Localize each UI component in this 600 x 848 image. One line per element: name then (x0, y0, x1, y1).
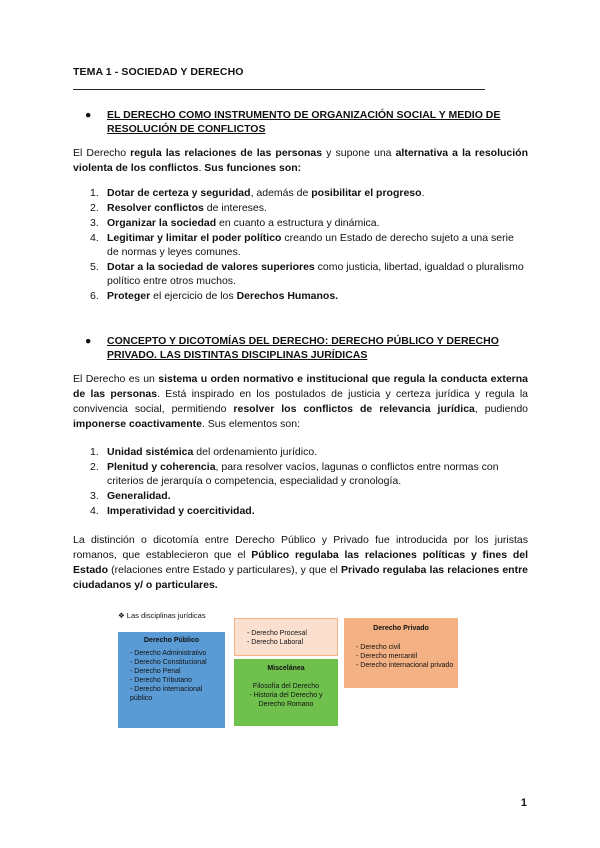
list-item: - Derecho civil (356, 643, 454, 652)
item-bold: Proteger (107, 290, 151, 302)
derecho-mixto-list (239, 629, 333, 647)
list-item (73, 216, 528, 230)
intro-text: , pudiendo (474, 403, 528, 415)
intro-bold: Sus funciones son: (204, 162, 302, 174)
miscelanea-box (234, 659, 338, 726)
section-1-heading-text: EL DERECHO COMO INSTRUMENTO DE ORGANIZACIÓN SOCIAL Y MEDIO DE RESOLUCIÓN DE CONFLICTOS (107, 109, 501, 135)
miscelanea-line: - Historia del Derecho y Derecho Romano (249, 692, 323, 708)
list-item: - Derecho Tributario (130, 676, 221, 685)
closing-bold: Público regulaba las relaciones políticas y fines del Estado (73, 549, 528, 576)
derecho-mixto-box (234, 618, 338, 656)
intro-bold: resolver los conflictos de relevancia jurídica (233, 403, 475, 415)
diagram-title: ❖ Las disciplinas jurídicas (118, 611, 206, 620)
closing-text: La distinción o dicotomía entre Derecho Público y Privado fue introducida por los juristas romanos, que establecieron que el (73, 534, 528, 561)
disciplines-diagram (108, 608, 468, 738)
item-text: creando un Estado de derecho sujeto a una serie de normas y leyes comunes. (107, 232, 514, 258)
section-2-heading-text: CONCEPTO Y DICOTOMÍAS DEL DERECHO: DERECHO PÚBLICO Y DERECHO PRIVADO. LAS DISTINTAS DISCIPLINAS JURÍDICAS (107, 335, 499, 361)
list-number: 6. (90, 290, 99, 302)
list-item (73, 201, 528, 215)
item-text: el ejercicio de los (150, 290, 237, 302)
item-text: como justicia, libertad, igualdad o pluralismo político entre otros muchos. (107, 261, 524, 287)
list-number: 1. (90, 187, 99, 199)
derecho-publico-heading: Derecho Público (143, 637, 200, 644)
item-text: del ordenamiento jurídico. (193, 446, 318, 458)
title-underline (73, 89, 485, 90)
section-1-heading (73, 108, 528, 136)
item-bold: Legitimar y limitar el poder político (107, 232, 282, 244)
section-2-heading (73, 334, 528, 362)
item-bold: Dotar de certeza y seguridad (107, 187, 251, 199)
section-2-intro (73, 372, 528, 432)
list-item: - Derecho internacional público (130, 685, 221, 703)
closing-text: (relaciones entre Estado y particulares), y que el (108, 564, 341, 576)
list-item: - Derecho Procesal (247, 629, 333, 638)
page-number: 1 (520, 797, 527, 809)
item-bold: Resolver conflictos (107, 202, 204, 214)
intro-bold: regula las relaciones de las personas (130, 147, 323, 159)
item-text: , para resolver vacíos, lagunas o conflictos entre normas con criterios de jerarquía o competencia, especialidad y cronología. (107, 461, 499, 487)
list-item (73, 489, 528, 503)
functions-list (73, 186, 528, 304)
intro-text: . Está inspirado en los postulados de justicia y certeza jurídica y regula la convivencia social, permitiendo (73, 388, 529, 415)
miscelanea-line: Filosofía del Derecho (252, 683, 320, 690)
intro-bold: alternativa a la resolución violenta de los conflictos (73, 147, 529, 174)
derecho-privado-heading: Derecho Privado (373, 625, 429, 632)
elements-list (73, 445, 528, 519)
item-text: en cuanto a estructura y dinámica. (216, 217, 380, 229)
list-number: 1. (90, 446, 99, 458)
intro-text: El Derecho (73, 147, 131, 159)
item-bold: posibilitar el progreso (311, 187, 422, 199)
list-item: - Derecho Constitucional (130, 658, 221, 667)
list-item: - Derecho Penal (130, 667, 221, 676)
intro-text: . Sus elementos son: (201, 418, 301, 430)
list-item (73, 260, 528, 288)
intro-text: El Derecho es un (73, 373, 159, 385)
list-item (73, 186, 528, 200)
miscelanea-heading: Miscelánea (267, 665, 305, 672)
list-number: 4. (90, 505, 99, 517)
intro-bold: sistema u orden normativo e institucional que regula la conducta externa de las personas (73, 373, 528, 400)
derecho-publico-box (118, 632, 225, 728)
item-text: de intereses. (203, 202, 267, 214)
intro-text: . (198, 162, 205, 174)
list-item (73, 504, 528, 518)
item-text: . (421, 187, 425, 199)
derecho-privado-list (348, 643, 454, 670)
item-bold: Plenitud y coherencia (107, 461, 216, 473)
item-bold: Dotar a la sociedad de valores superiores (107, 261, 315, 273)
bullet-icon: ● (85, 109, 92, 121)
intro-text: y supone una (322, 147, 396, 159)
list-item: - Derecho Laboral (247, 638, 333, 647)
list-number: 3. (90, 490, 99, 502)
list-item (73, 231, 528, 259)
bullet-icon: ● (85, 335, 92, 347)
section-1-intro (73, 146, 528, 176)
list-number: 4. (90, 232, 99, 244)
list-item: - Derecho mercantil (356, 652, 454, 661)
page-title: TEMA 1 - SOCIEDAD Y DERECHO (73, 66, 244, 78)
item-text: , además de (250, 187, 312, 199)
list-number: 2. (90, 461, 99, 473)
derecho-privado-box (344, 618, 458, 688)
list-item: - Derecho Administrativo (130, 649, 221, 658)
item-bold: Imperatividad y coercitividad. (107, 505, 255, 517)
list-number: 5. (90, 261, 99, 273)
list-item (73, 445, 528, 459)
item-bold: Organizar la sociedad (107, 217, 217, 229)
item-bold: Generalidad. (107, 490, 171, 502)
item-bold: Unidad sistémica (107, 446, 194, 458)
list-item (73, 460, 528, 488)
derecho-publico-list (122, 649, 221, 703)
list-number: 3. (90, 217, 99, 229)
intro-bold: imponerse coactivamente (73, 418, 202, 430)
list-item (73, 289, 528, 303)
section-2-closing (73, 533, 528, 593)
list-item: - Derecho internacional privado (356, 661, 454, 670)
closing-bold: Privado regulaba las relaciones entre ciudadanos y/ o particulares. (73, 564, 528, 591)
list-number: 2. (90, 202, 99, 214)
item-bold: Derechos Humanos. (236, 290, 339, 302)
